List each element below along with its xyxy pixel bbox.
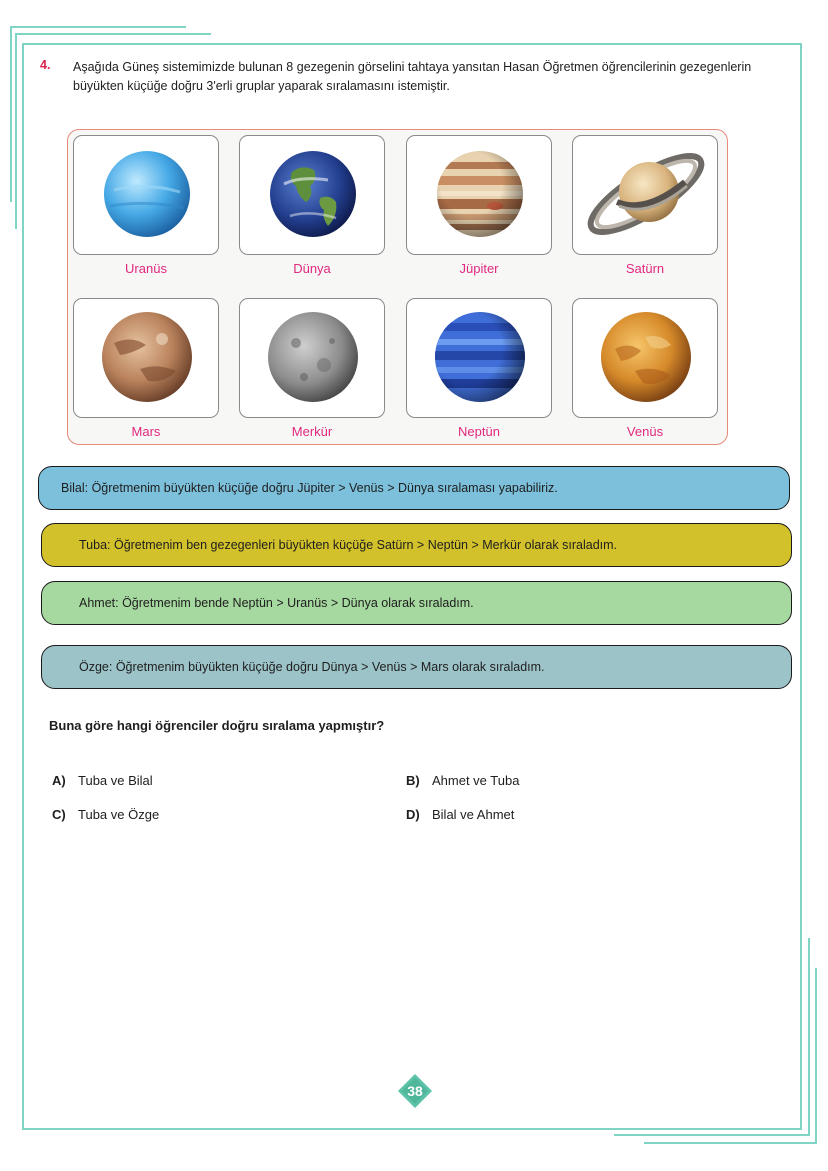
planet-label-jupiter: Jüpiter (459, 261, 499, 276)
neptune-image (407, 299, 553, 419)
planet-label-saturn: Satürn (625, 261, 665, 276)
planet-card-mars (73, 298, 219, 418)
frame-left-line-2 (15, 33, 17, 229)
statement-tuba (41, 523, 792, 567)
earth-image (240, 136, 386, 256)
mercury-image (240, 299, 386, 419)
statement-ozge-text: Özge: Öğretmenim büyükten küçüğe doğru Dünya > Venüs > Mars olarak sıraladım. (79, 660, 545, 674)
planet-card-neptune (406, 298, 552, 418)
mars-image (74, 299, 220, 419)
frame-right-line-3 (815, 968, 817, 1144)
option-a-text: Tuba ve Bilal (78, 773, 153, 788)
option-c[interactable] (52, 807, 159, 822)
frame-top-line (22, 43, 802, 45)
statement-tuba-text: Tuba: Öğretmenim ben gezegenleri büyükten küçüğe Satürn > Neptün > Merkür olarak sıraladım. (79, 538, 618, 552)
frame-right-line-2 (808, 938, 810, 1134)
statement-ahmet-text: Ahmet: Öğretmenim bende Neptün > Uranüs > Dünya olarak sıraladım. (79, 596, 474, 610)
option-b-text: Ahmet ve Tuba (432, 773, 520, 788)
planet-card-venus (572, 298, 718, 418)
option-b-letter: B) (406, 773, 420, 788)
frame-bottom-line-3 (644, 1142, 817, 1144)
frame-left-line (22, 43, 24, 1130)
option-d-letter: D) (406, 807, 420, 822)
question-prompt: Buna göre hangi öğrenciler doğru sıralama yapmıştır? (49, 718, 385, 733)
question-text: Aşağıda Güneş sistemimizde bulunan 8 gezegenin görselini tahtaya yansıtan Hasan Öğretmen öğrencilerinin gezegenlerin büyükten küçüğe doğru 3'erli gruplar yaparak sıralamasını istemiştir. (73, 60, 752, 93)
saturn-image (573, 136, 719, 256)
statement-ahmet (41, 581, 792, 625)
venus-image (573, 299, 719, 419)
frame-right-line (800, 43, 802, 1130)
option-b[interactable] (406, 773, 519, 788)
planet-label-venus: Venüs (626, 424, 664, 439)
planet-card-uranus (73, 135, 219, 255)
planet-board (67, 129, 728, 445)
option-a-letter: A) (52, 773, 66, 788)
uranus-image (74, 136, 220, 256)
option-d-text: Bilal ve Ahmet (432, 807, 515, 822)
planet-card-saturn (572, 135, 718, 255)
option-d[interactable] (406, 807, 514, 822)
frame-bottom-line (22, 1128, 802, 1130)
frame-top-left-line-2 (15, 33, 211, 35)
frame-top-left-line-1 (10, 26, 186, 28)
planet-label-earth: Dünya (293, 261, 331, 276)
question-number: 4. (40, 58, 51, 72)
jupiter-image (407, 136, 553, 256)
option-a[interactable] (52, 773, 153, 788)
planet-label-mercury: Merkür (291, 424, 333, 439)
frame-bottom-line-2 (614, 1134, 810, 1136)
frame-left-line-1 (10, 26, 12, 202)
planet-card-jupiter (406, 135, 552, 255)
option-c-letter: C) (52, 807, 66, 822)
statement-ozge (41, 645, 792, 689)
planet-label-uranus: Uranüs (125, 261, 167, 276)
option-c-text: Tuba ve Özge (78, 807, 160, 822)
statement-bilal (38, 466, 790, 510)
planet-card-earth (239, 135, 385, 255)
planet-card-mercury (239, 298, 385, 418)
page-number: 38 (407, 1083, 423, 1099)
statement-bilal-text: Bilal: Öğretmenim büyükten küçüğe doğru Jüpiter > Venüs > Dünya sıralaması yapabiliriz. (61, 481, 558, 495)
planet-label-mars: Mars (131, 424, 161, 439)
planet-label-neptune: Neptün (458, 424, 500, 439)
